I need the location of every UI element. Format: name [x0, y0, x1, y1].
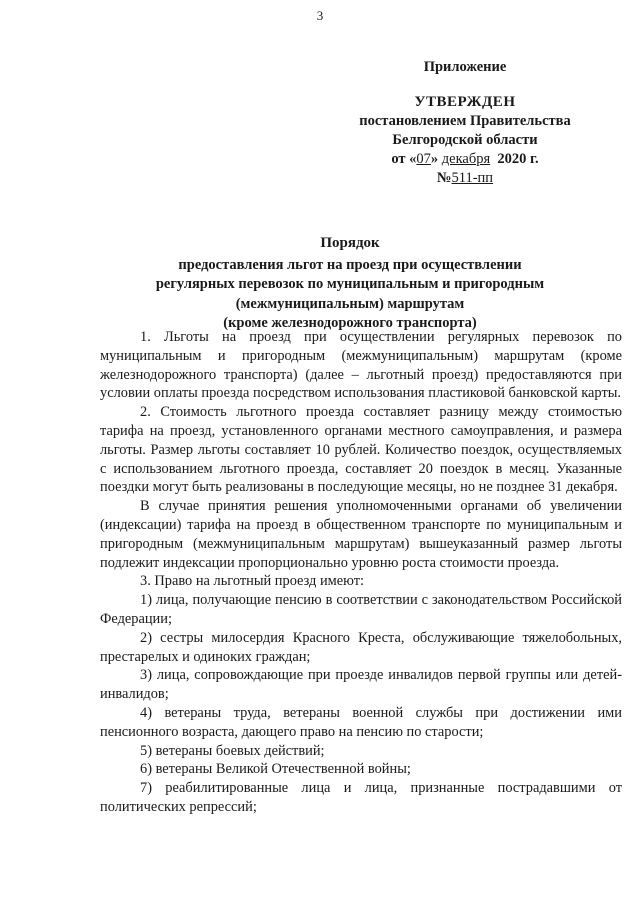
list-item: 6) ветераны Великой Отечественной войны;: [140, 761, 411, 778]
number-prefix: №: [436, 170, 452, 186]
paragraph-indexation: В случае принятия решения уполномоченными органами об увеличении (индексации) тарифа на проезд в общественном транспорте по муниципальным и пригородным (межмуниципальным маршрутам) вышеуказанный размер льготы подлежит индексации пропорционально уровню роста стоимости проезда.: [100, 498, 622, 571]
list-item: 3) лица, сопровождающие при проезде инвалидов первой группы или детей-инвалидов;: [100, 667, 622, 703]
page-number: 3: [316, 8, 324, 23]
title-line-3: (межмуниципальным) маршрутам: [235, 295, 465, 312]
date-month: декабря: [441, 151, 491, 167]
approval-block: [340, 58, 590, 188]
document-body: [100, 328, 622, 817]
list-item: 1) лица, получающие пенсию в соответствии с законодательством Российской Федерации;: [100, 592, 622, 627]
approval-line-2: Белгородской области: [392, 132, 538, 148]
document-title: [100, 234, 600, 334]
paragraph-2: 2. Стоимость льготного проезда составляет разницу между стоимостью тарифа на проезд, установленного органами местного самоуправления, и размера льготы. Размер льготы составляет 10 рублей. Количество поездок, осуществляемых с использованием льготного проезда, составляет 20 поездок в месяц. Указанные поездки могут быть реализованы в последующие месяцы, но не позднее 31 декабря.: [100, 404, 622, 496]
paragraph-1: 1. Льготы на проезд при осуществлении регулярных перевозок по муниципальным и пригородным (межмуниципальным) маршрутам (кроме железнодорожного транспорта) (далее – льготный проезд) предоставляются при условии оплаты проезда посредством использования пластиковой банковской карты.: [100, 329, 622, 402]
approval-line-1: постановлением Правительства: [359, 113, 571, 129]
title-line-4: (кроме железнодорожного транспорта): [223, 315, 477, 331]
list-item: 7) реабилитированные лица и лица, признанные пострадавшими от политических репрессий;: [100, 780, 622, 815]
appendix-label: Приложение: [423, 59, 507, 75]
date-day: 07: [416, 151, 431, 167]
date-year: 2020 г.: [497, 151, 539, 167]
approval-date: [340, 150, 590, 169]
title-heading: Порядок: [320, 235, 380, 251]
date-mid: »: [430, 151, 439, 167]
title-line-2: регулярных перевозок по муниципальным и пригородным: [155, 276, 545, 292]
date-prefix: от «: [391, 151, 417, 167]
number-value: 511-пп: [451, 170, 494, 186]
approved-label: УТВЕРЖДЕН: [414, 94, 516, 110]
list-item: 4) ветераны труда, ветераны военной службы при достижении ими пенсионного возраста, дающего право на пенсию по старости;: [100, 704, 622, 740]
approval-number: [340, 169, 590, 188]
list-item: 5) ветераны боевых действий;: [140, 742, 325, 759]
title-line-1: предоставления льгот на проезд при осуществлении: [178, 256, 522, 273]
paragraph-3: 3. Право на льготный проезд имеют:: [140, 573, 365, 590]
list-item: 2) сестры милосердия Красного Креста, обслуживающие тяжелобольных, престарелых и одиноких граждан;: [100, 629, 622, 665]
